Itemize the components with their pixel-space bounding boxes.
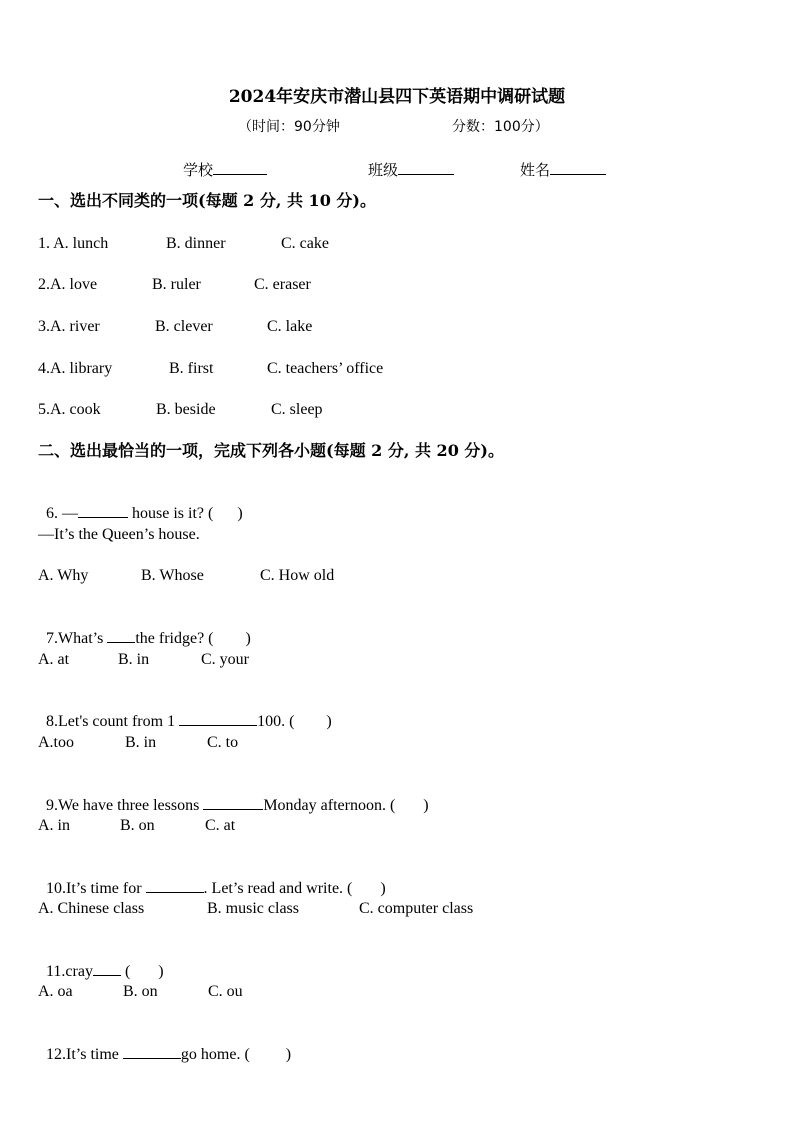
q3-option-a: 3.A. river xyxy=(38,318,100,335)
q6-option-a: A. Why xyxy=(38,567,89,584)
q11-blank[interactable] xyxy=(93,961,121,976)
q6-blank[interactable] xyxy=(78,503,128,518)
time-info: （时间：90分钟 xyxy=(238,119,340,135)
q1-option-b: B. dinner xyxy=(166,235,226,252)
q8-option-a: A.too xyxy=(38,734,74,751)
q6-stem-pre: 6. — xyxy=(46,505,78,522)
q9-blank[interactable] xyxy=(203,795,263,810)
q12-stem-post: go home. ( ) xyxy=(180,1046,292,1063)
q9-stem-pre: 9.We have three lessons xyxy=(46,797,204,814)
q9-stem-post: Monday afternoon. ( ) xyxy=(263,797,429,814)
q3-option-b: B. clever xyxy=(155,318,213,335)
school-label: 学校 xyxy=(183,161,214,179)
q3-option-c: C. lake xyxy=(267,318,313,335)
section1-heading: 一、选出不同类的一项(每题 2 分, 共 10 分)。 xyxy=(38,191,376,210)
q8-option-c: C. to xyxy=(207,734,239,751)
q9-option-a: A. in xyxy=(38,817,70,834)
q7-option-c: C. your xyxy=(201,651,249,668)
section2-heading: 二、选出最恰当的一项，完成下列各小题(每题 2 分, 共 20 分)。 xyxy=(38,441,504,460)
school-field xyxy=(183,160,267,180)
q6-option-c: C. How old xyxy=(260,567,335,584)
q8-stem xyxy=(38,691,332,732)
q10-blank[interactable] xyxy=(146,878,204,893)
q7-stem-post: the fridge? ( ) xyxy=(135,630,251,647)
q11-stem-post: ( ) xyxy=(120,963,164,980)
q11-option-a: A. oa xyxy=(38,983,73,1000)
q8-blank[interactable] xyxy=(179,711,257,726)
q10-stem xyxy=(38,858,386,899)
q7-stem xyxy=(38,608,251,649)
q11-option-b: B. on xyxy=(123,983,158,1000)
q11-stem-pre: 11.cray xyxy=(46,963,93,980)
q2-option-c: C. eraser xyxy=(254,276,311,293)
school-blank[interactable] xyxy=(213,160,267,175)
q1-option-c: C. cake xyxy=(281,235,329,252)
q2-option-a: 2.A. love xyxy=(38,276,98,293)
q6-option-b: B. Whose xyxy=(141,567,204,584)
q7-option-a: A. at xyxy=(38,651,70,668)
exam-title: 2024年安庆市潜山县四下英语期中调研试题 xyxy=(228,87,566,107)
q7-option-b: B. in xyxy=(118,651,150,668)
name-blank[interactable] xyxy=(550,160,606,175)
q5-option-b: B. beside xyxy=(156,401,216,418)
score-info: 分数：100分） xyxy=(452,119,549,135)
q5-option-a: 5.A. cook xyxy=(38,401,101,418)
class-label: 班级 xyxy=(368,161,399,179)
q11-option-c: C. ou xyxy=(208,983,243,1000)
q12-stem xyxy=(38,1024,291,1065)
q6-stem xyxy=(38,483,243,524)
q2-option-b: B. ruler xyxy=(152,276,201,293)
q8-stem-pre: 8.Let's count from 1 xyxy=(46,713,180,730)
q10-stem-pre: 10.It’s time for xyxy=(46,880,146,897)
name-label: 姓名 xyxy=(520,161,551,179)
q10-option-b: B. music class xyxy=(207,900,299,917)
q9-option-b: B. on xyxy=(120,817,155,834)
q9-stem xyxy=(38,775,429,816)
q7-blank[interactable] xyxy=(107,628,135,643)
q1-option-a: 1. A. lunch xyxy=(38,235,109,252)
q6-answer-line: —It’s the Queen’s house. xyxy=(38,526,200,543)
name-field xyxy=(520,160,606,180)
class-blank[interactable] xyxy=(398,160,454,175)
q11-stem xyxy=(38,941,164,982)
q12-stem-pre: 12.It’s time xyxy=(46,1046,123,1063)
q9-option-c: C. at xyxy=(205,817,236,834)
class-field xyxy=(368,160,454,180)
q10-stem-post: . Let’s read and write. ( ) xyxy=(203,880,386,897)
q5-option-c: C. sleep xyxy=(271,401,323,418)
q12-blank[interactable] xyxy=(123,1044,181,1059)
q8-stem-post: 100. ( ) xyxy=(257,713,332,730)
q10-option-c: C. computer class xyxy=(359,900,474,917)
q10-option-a: A. Chinese class xyxy=(38,900,145,917)
q8-option-b: B. in xyxy=(125,734,157,751)
q6-stem-post: house is it? ( ) xyxy=(128,505,243,522)
q4-option-a: 4.A. library xyxy=(38,360,113,377)
q4-option-c: C. teachers’ office xyxy=(267,360,384,377)
q4-option-b: B. first xyxy=(169,360,214,377)
q7-stem-pre: 7.What’s xyxy=(46,630,108,647)
